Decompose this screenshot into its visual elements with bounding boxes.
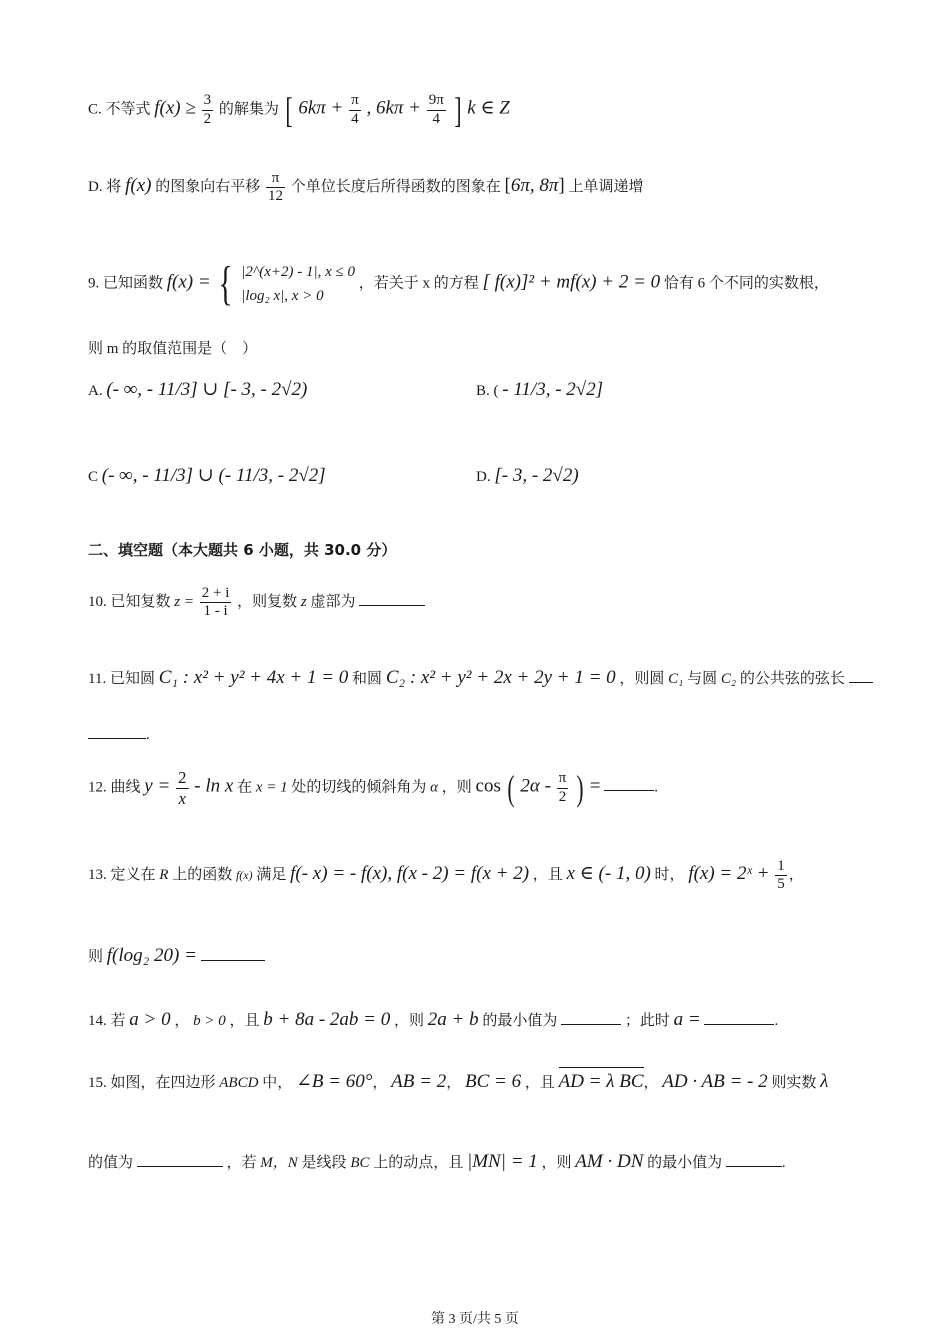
q9-mid: ，若关于 x 的方程 — [358, 275, 479, 292]
q15-zhong: 中， — [262, 1075, 293, 1091]
q12-ln: - ln x — [194, 775, 234, 797]
q9-d-label: D. — [476, 469, 491, 485]
question-12-line — [88, 768, 658, 808]
q13-frac: $\frac{1}{5}$ — [777, 858, 785, 893]
interval-b: , 6kπ + — [366, 97, 421, 119]
option-c-label: C. 不等式 — [88, 101, 151, 118]
q13-mid: 上的函数 — [172, 867, 233, 884]
q14-then: ，则 — [393, 1013, 424, 1029]
q15-line2e: ，则 — [541, 1155, 572, 1171]
option-d-fx: f(x) — [125, 175, 152, 197]
q11-c2: C₂ : x² + y² + 2x + 2y + 1 = 0 — [385, 667, 616, 688]
option-c-frac: $\frac{3}{2}$ — [203, 92, 212, 127]
answer-blank-1[interactable] — [561, 1024, 621, 1025]
q15-label: 15. 如图，在四边形 — [88, 1075, 216, 1091]
q9-equation: [ f(x)]² + mf(x) + 2 = 0 — [482, 271, 661, 293]
q9-case2: |log₂ x|, x > 0 — [241, 288, 324, 304]
q11-mid: 和圆 — [352, 671, 383, 687]
option-d-label: D. 将 — [88, 179, 122, 196]
q11-tail: 的公共弦的弦长 — [739, 671, 845, 687]
q10-z2: z — [300, 594, 307, 611]
q14-a: a > 0 — [129, 1009, 171, 1030]
q10-frac: $\frac{2 + i}{1 - i}$ — [201, 585, 230, 620]
q9-case1: |2^(x+2) - 1|, x ≤ 0 — [241, 264, 355, 280]
q14-and: ，且 — [229, 1013, 260, 1029]
question-15-line: 15. 如图，在四边形 ABCD 中， ∠B = 60°， AB = 2， BC = 6 ，且 AD = λ BC， AD · AB = - 2 则实数 λ — [88, 1071, 829, 1092]
q9-d-expr: [- 3, - 2√2) — [494, 465, 579, 486]
q9-option-b — [476, 380, 603, 399]
q9-b-expr: - 11/3, - 2√2] — [502, 379, 604, 400]
q15-line2c: 是线段 — [301, 1155, 347, 1171]
section-heading: 二、填空题（本大题共 6 小题，共 30.0 分） — [88, 541, 397, 559]
q9-c-expr: (- ∞, - 11/3] ∪ (- 11/3, - 2√2] — [101, 465, 326, 486]
question-9-line — [88, 257, 829, 310]
q15-bc: BC = 6 — [464, 1071, 522, 1092]
q13-shi: 时， — [654, 867, 685, 884]
q15-ab: AB = 2 — [391, 1071, 447, 1092]
q9-tail: 恰有 6 个不同的实数根， — [663, 275, 829, 292]
option-c-mid: 的解集为 — [218, 101, 279, 118]
bracket-right: ] — [453, 90, 462, 130]
option-d-mid: 的图象向右平移 — [155, 179, 261, 196]
q9-piecewise — [241, 260, 355, 308]
q12-mid: 处的切线的倾斜角为 — [291, 779, 427, 796]
option-c-ineq: f(x) ≥ — [154, 97, 196, 119]
q13-eqs: f(- x) = - f(x), f(x - 2) = f(x + 2) — [290, 863, 530, 885]
q11-mid2: ，则圆 — [619, 671, 665, 687]
q9-fx: f(x) = — [166, 271, 211, 293]
q14-comma: ， — [174, 1013, 190, 1029]
question-15-line2 — [88, 1152, 786, 1171]
q15-line2f: 的最小值为 — [647, 1155, 723, 1171]
q13-comma: ， — [788, 867, 804, 884]
q10-label: 10. 已知复数 — [88, 594, 171, 611]
answer-blank-continued[interactable] — [88, 738, 146, 739]
q11-c2b: C₂ — [720, 671, 737, 687]
answer-blank[interactable] — [359, 605, 425, 606]
q15-bc-seg: BC — [350, 1155, 370, 1171]
q15-dot: AD · AB = - 2 — [662, 1071, 768, 1092]
question-14-line — [88, 1010, 778, 1029]
k-in-z: k ∈ Z — [467, 97, 510, 119]
q14-b: b > 0 — [193, 1013, 226, 1029]
q13-satisfy: 满足 — [256, 867, 287, 884]
q12-alpha: α — [430, 779, 439, 796]
q15-line2d: 上的动点，且 — [373, 1155, 464, 1171]
q9-line2: 则 m 的取值范围是（ ） — [88, 341, 258, 357]
option-d-tail: 上单调递增 — [568, 179, 644, 196]
bracket-left: [ — [284, 90, 293, 130]
q9-option-a — [88, 380, 307, 399]
answer-blank-1[interactable] — [137, 1166, 223, 1167]
q15-line2b: ，若 — [226, 1155, 257, 1171]
answer-blank-2[interactable] — [704, 1024, 774, 1025]
question-9-line2 — [88, 342, 257, 357]
q14-semi: ；此时 — [624, 1013, 670, 1029]
q9-b-label: B. ( — [476, 383, 499, 399]
q12-then: ，则 — [441, 779, 472, 796]
q9-a-label: A. — [88, 383, 103, 399]
q11-end: . — [146, 727, 150, 743]
piecewise-brace: { — [219, 257, 233, 310]
q10-end: 虚部为 — [310, 594, 356, 611]
q12-at: 在 — [237, 779, 253, 796]
interval-a: 6kπ + — [298, 97, 344, 119]
q14-eq: b + 8a - 2ab = 0 — [263, 1009, 391, 1030]
q9-option-c — [88, 466, 326, 485]
q15-quad: ABCD — [219, 1075, 259, 1091]
q12-end: . — [654, 779, 658, 796]
q11-c1: C₁ : x² + y² + 4x + 1 = 0 — [158, 667, 349, 688]
option-c-line — [88, 92, 510, 128]
pi-over-12: $\frac{\pi}{12}$ — [267, 170, 283, 205]
answer-blank[interactable] — [201, 960, 265, 961]
q10-z: z = — [174, 594, 194, 611]
pi-over-4: $\frac{\pi}{4}$ — [351, 92, 359, 127]
q9-option-d — [476, 466, 579, 485]
q15-then: 则实数 — [771, 1075, 817, 1091]
question-11-line2 — [88, 728, 150, 743]
question-13-line — [88, 858, 804, 894]
q15-angle: ∠B = 60° — [295, 1071, 373, 1092]
answer-blank[interactable] — [849, 682, 873, 683]
q13-then: 则 — [88, 949, 104, 965]
q13-ask: f(log₂ 20) = — [106, 945, 197, 966]
q12-pi-frac: $\frac{\pi}{2}$ — [558, 770, 567, 805]
q13-R: R — [159, 867, 169, 884]
q12-eq: = — [589, 775, 601, 797]
q11-and: 与圆 — [687, 671, 718, 687]
answer-blank-2[interactable] — [726, 1166, 782, 1167]
q15-amdn: AM · DN — [575, 1151, 644, 1172]
q12-y: y = — [144, 775, 171, 797]
q13-dom: x ∈ (- 1, 0) — [566, 863, 651, 885]
q12-label: 12. 曲线 — [88, 779, 141, 796]
q12-arg: 2α - — [520, 775, 551, 797]
q15-end: . — [781, 1155, 786, 1171]
q15-lambda: λ — [820, 1071, 829, 1092]
q14-end: . — [774, 1013, 779, 1029]
option-d-rest: 个单位长度后所得函数的图象在 — [290, 179, 501, 196]
page-footer: 第 3 页/共 5 页 — [431, 1312, 519, 1327]
question-11-line — [88, 668, 873, 687]
question-13-line2 — [88, 946, 265, 965]
q15-qie: ，且 — [524, 1075, 555, 1091]
answer-blank[interactable] — [604, 790, 654, 791]
q14-expr: 2a + b — [427, 1009, 479, 1030]
paren-left: ( — [507, 768, 515, 809]
nine-pi-over-4: $\frac{9\pi}{4}$ — [428, 92, 444, 127]
option-d-interval: 6π, 8π — [510, 175, 559, 197]
q15-mn-points: M，N — [260, 1155, 298, 1171]
q15-mn-norm: |MN| = 1 — [467, 1151, 538, 1172]
q13-when: ，且 — [532, 867, 563, 884]
paren-right: ) — [576, 768, 584, 809]
question-10-line — [88, 585, 425, 621]
q14-label: 14. 若 — [88, 1013, 126, 1029]
q12-frac: $\frac{2}{x}$ — [178, 768, 187, 808]
q9-c-label: C — [88, 469, 99, 485]
q10-tail: ，则复数 — [237, 594, 298, 611]
q14-a2: a = — [673, 1009, 701, 1030]
q11-label: 11. 已知圆 — [88, 671, 155, 687]
q12-x1: x = 1 — [255, 779, 288, 796]
q13-label: 13. 定义在 — [88, 867, 156, 884]
q15-vector-eq: AD = λ BC — [558, 1071, 644, 1092]
q13-fx2: f(x) = 2ˣ + — [688, 863, 770, 885]
q13-fx: f(x) — [235, 868, 253, 883]
q14-min: 的最小值为 — [482, 1013, 558, 1029]
q9-label: 9. 已知函数 — [88, 275, 164, 292]
q15-line2a: 的值为 — [88, 1155, 134, 1171]
q12-cos: cos — [475, 775, 501, 797]
option-d-line: D. 将 f(x) 的图象向右平移 $\frac{\pi}{12}$ 个单位长度后所得函数的图象在 [6π, 8π] 上单调递增 — [88, 170, 644, 205]
q11-c1b: C₁ — [668, 671, 684, 687]
q9-a-expr: (- ∞, - 11/3] ∪ [- 3, - 2√2) — [106, 379, 308, 400]
